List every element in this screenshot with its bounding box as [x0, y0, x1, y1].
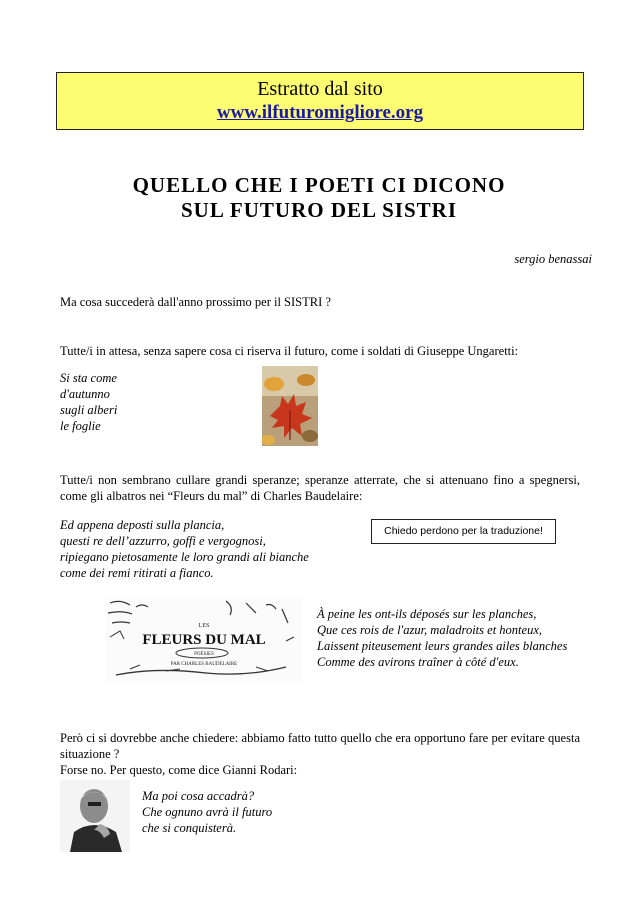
rodari-poem — [142, 788, 272, 836]
ungaretti-lead: Tutte/i in attesa, senza sapere cosa ci riserva il futuro, come i soldati di Giuseppe Ungaretti: — [60, 344, 519, 358]
rodari-lead-2: Forse no. Per questo, come dice Gianni Rodari: — [60, 763, 298, 777]
page-title-line2: SUL FUTURO DEL SISTRI — [180, 198, 457, 222]
baudelaire-poem-it — [60, 517, 309, 581]
banner-title: Estratto dal sito — [257, 78, 383, 100]
poem-line: Che ognuno avrà il futuro — [142, 805, 273, 819]
poem-line: questi re dell’azzurro, goffi e vergognosi, — [60, 534, 266, 548]
fleurs-les: LES — [198, 623, 210, 629]
poem-line: Ma poi cosa accadrà? — [142, 789, 255, 803]
poem-line: Si sta come — [60, 371, 117, 385]
poem-line: ripiegano pietosamente le loro grandi ali bianche — [60, 550, 309, 564]
poem-line: d'autunno — [60, 387, 110, 401]
rodari-lead: Però ci si dovrebbe anche chiedere: abbiamo fatto tutto quello che era opportuno fare per evitare questa situazione ? — [60, 731, 580, 761]
poem-line: À peine les ont-ils déposés sur les planches, — [317, 607, 537, 621]
intro-question: Ma cosa succederà dall'anno prossimo per il SISTRI ? — [60, 295, 331, 309]
baudelaire-lead: Tutte/i non sembrano cullare grandi speranze; speranze atterrate, che si attenuano fino a spegnersi, come gli albatros nei “Fleurs du mal” di Charles Baudelaire: — [60, 473, 580, 503]
fleurs-author: PAR CHARLES BAUDELAIRE — [170, 662, 238, 667]
fleurs-title: FLEURS DU MAL — [142, 632, 266, 648]
poem-line: Laissent piteusement leurs grandes ailes blanches — [317, 639, 568, 653]
poem-line: Ed appena deposti sulla plancia, — [60, 518, 225, 532]
ungaretti-poem — [60, 370, 117, 434]
page-title-line1: QUELLO CHE I POETI CI DICONO — [132, 173, 506, 197]
site-link[interactable]: www.ilfuturomigliore.org — [216, 102, 424, 123]
gianni-rodari-portrait — [60, 780, 130, 852]
source-banner — [56, 72, 584, 130]
poem-line: sugli alberi — [60, 403, 118, 417]
poem-line: le foglie — [60, 419, 101, 433]
poem-line: Comme des avirons traîner à côté d'eux. — [317, 655, 519, 669]
baudelaire-poem-fr — [317, 606, 567, 670]
fleurs-subtitle: POÉSIES — [194, 652, 214, 657]
fleurs-du-mal-image — [106, 597, 302, 681]
poem-line: che si conquisterà. — [142, 821, 237, 835]
poem-line: Que ces rois de l'azur, maladroits et honteux, — [317, 623, 542, 637]
translation-note: Chiedo perdono per la traduzione! — [371, 519, 556, 544]
autumn-leaf-image — [262, 366, 318, 446]
author: sergio benassai — [514, 252, 592, 266]
poem-line: come dei remi ritirati a fianco. — [60, 566, 214, 580]
